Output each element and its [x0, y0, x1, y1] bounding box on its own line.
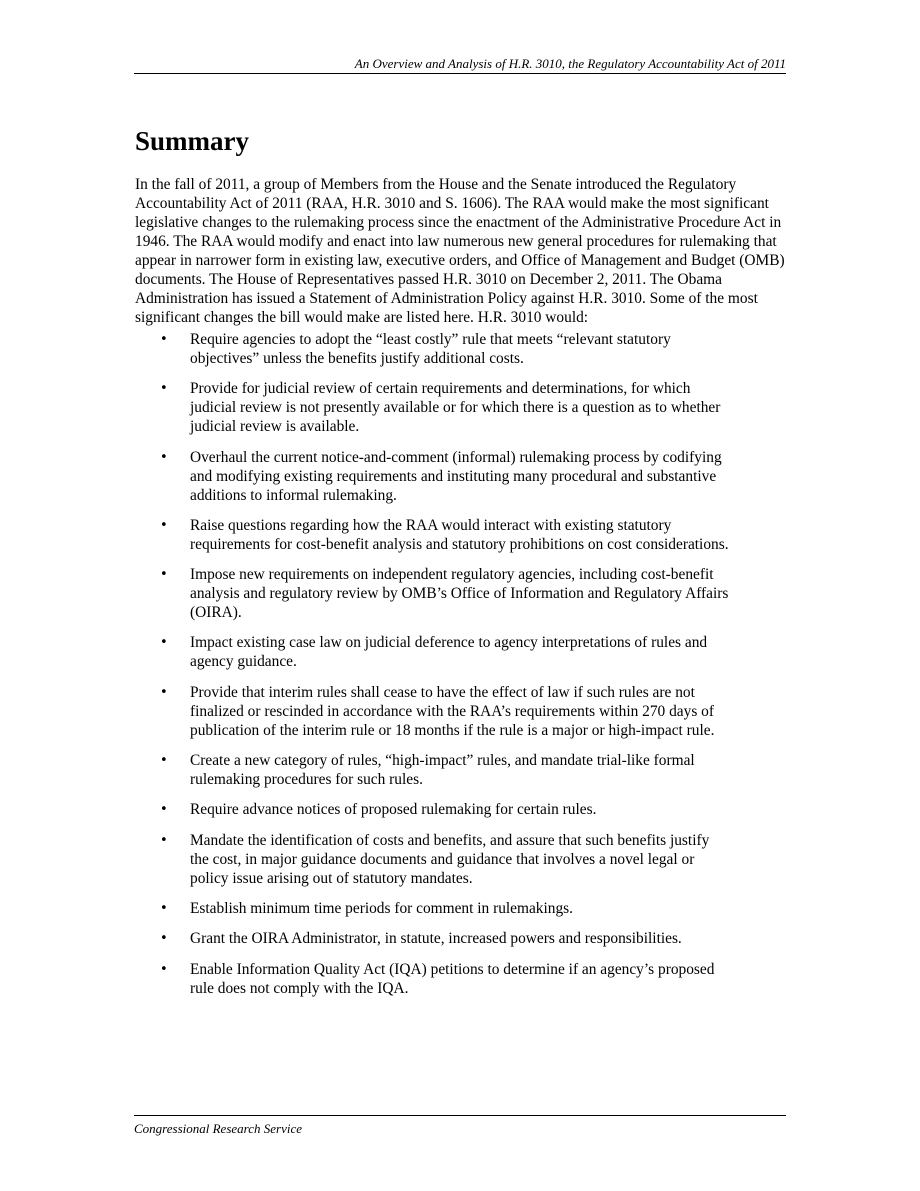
list-item-text: Create a new category of rules, “high-impact” rules, and mandate trial-like formal rulemaking procedures for such rules.	[190, 752, 695, 789]
list-item	[135, 683, 730, 740]
bullet-icon: •	[160, 753, 168, 769]
list-item-text: Grant the OIRA Administrator, in statute, increased powers and responsibilities.	[190, 930, 682, 948]
bullet-icon: •	[160, 567, 168, 583]
list-item-text: Establish minimum time periods for comment in rulemakings.	[190, 899, 573, 917]
list-item	[135, 800, 730, 819]
bullet-icon: •	[160, 961, 168, 977]
list-item-text: Raise questions regarding how the RAA would interact with existing statutory requirements for cost-benefit analysis and statutory prohibitions on cost considerations.	[190, 516, 729, 553]
list-item-text: Require agencies to adopt the “least costly” rule that meets “relevant statutory objectives” unless the benefits justify additional costs.	[190, 331, 671, 367]
list-item	[135, 330, 730, 368]
list-item	[135, 960, 730, 998]
list-item	[135, 379, 730, 436]
list-item-text: Impose new requirements on independent regulatory agencies, including cost-benefit analysis and regulatory review by OMB’s Office of Information and Regulatory Affairs (OIRA).	[190, 566, 729, 622]
bullet-icon: •	[160, 931, 168, 947]
list-item-text: Require advance notices of proposed rulemaking for certain rules.	[190, 801, 597, 819]
list-item-text: Enable Information Quality Act (IQA) petitions to determine if an agency’s proposed rule does not comply with the IQA.	[190, 960, 715, 997]
bullet-icon: •	[160, 635, 168, 651]
bullet-icon: •	[160, 332, 168, 347]
section-title: Summary	[135, 126, 249, 156]
list-item-text: Mandate the identification of costs and benefits, and assure that such benefits justify the cost, in major guidance documents and guidance that involves a novel legal or policy issue arising out of statutory mandates.	[190, 831, 710, 887]
list-item	[135, 899, 730, 918]
bullet-icon: •	[160, 900, 168, 916]
list-item	[135, 831, 730, 888]
list-item-text: Provide for judicial review of certain requirements and determinations, for which judicial review is not presently available or for which there is a question as to whether judicial review is available.	[190, 380, 721, 436]
list-item	[135, 448, 730, 505]
bullet-icon: •	[160, 802, 168, 818]
bullet-icon: •	[160, 517, 168, 533]
bullet-icon: •	[160, 381, 168, 397]
page-footer: Congressional Research Service	[134, 1115, 786, 1137]
list-item	[135, 516, 730, 554]
list-item-text: Provide that interim rules shall cease to have the effect of law if such rules are not finalized or rescinded in accordance with the RAA’s requirements within 270 days of publication of the interim rule or 18 months if the rule is a major or high-impact rule.	[190, 683, 715, 739]
bullet-icon: •	[160, 449, 168, 465]
running-header: An Overview and Analysis of H.R. 3010, the Regulatory Accountability Act of 2011	[134, 56, 786, 74]
summary-section	[135, 124, 787, 1009]
bullet-list	[135, 330, 787, 998]
list-item-text: Overhaul the current notice-and-comment (informal) rulemaking process by codifying and modifying existing requirements and instituting many procedural and substantive additions to informal rulemaking.	[190, 448, 722, 504]
list-item	[135, 633, 730, 671]
bullet-icon: •	[160, 684, 168, 700]
intro-paragraph: In the fall of 2011, a group of Members from the House and the Senate introduced the Regulatory Accountability Act of 2011 (RAA, H.R. 3010 and S. 1606). The RAA would make the most significant legislative changes to the rulemaking process since the enactment of the Administrative Procedure Act in 1946. The RAA would modify and enact into law numerous new general procedures for rulemaking that appear in narrower form in existing law, executive orders, and Office of Management and Budget (OMB) documents. The House of Representatives passed H.R. 3010 on December 2, 2011. The Obama Administration has issued a Statement of Administration Policy against H.R. 3010. Some of the most significant changes the bill would make are listed here. H.R. 3010 would:	[135, 176, 785, 326]
list-item	[135, 565, 730, 622]
list-item	[135, 751, 730, 789]
list-item-text: Impact existing case law on judicial deference to agency interpretations of rules and agency guidance.	[190, 634, 708, 671]
bullet-icon: •	[160, 832, 168, 848]
list-item	[135, 929, 730, 948]
